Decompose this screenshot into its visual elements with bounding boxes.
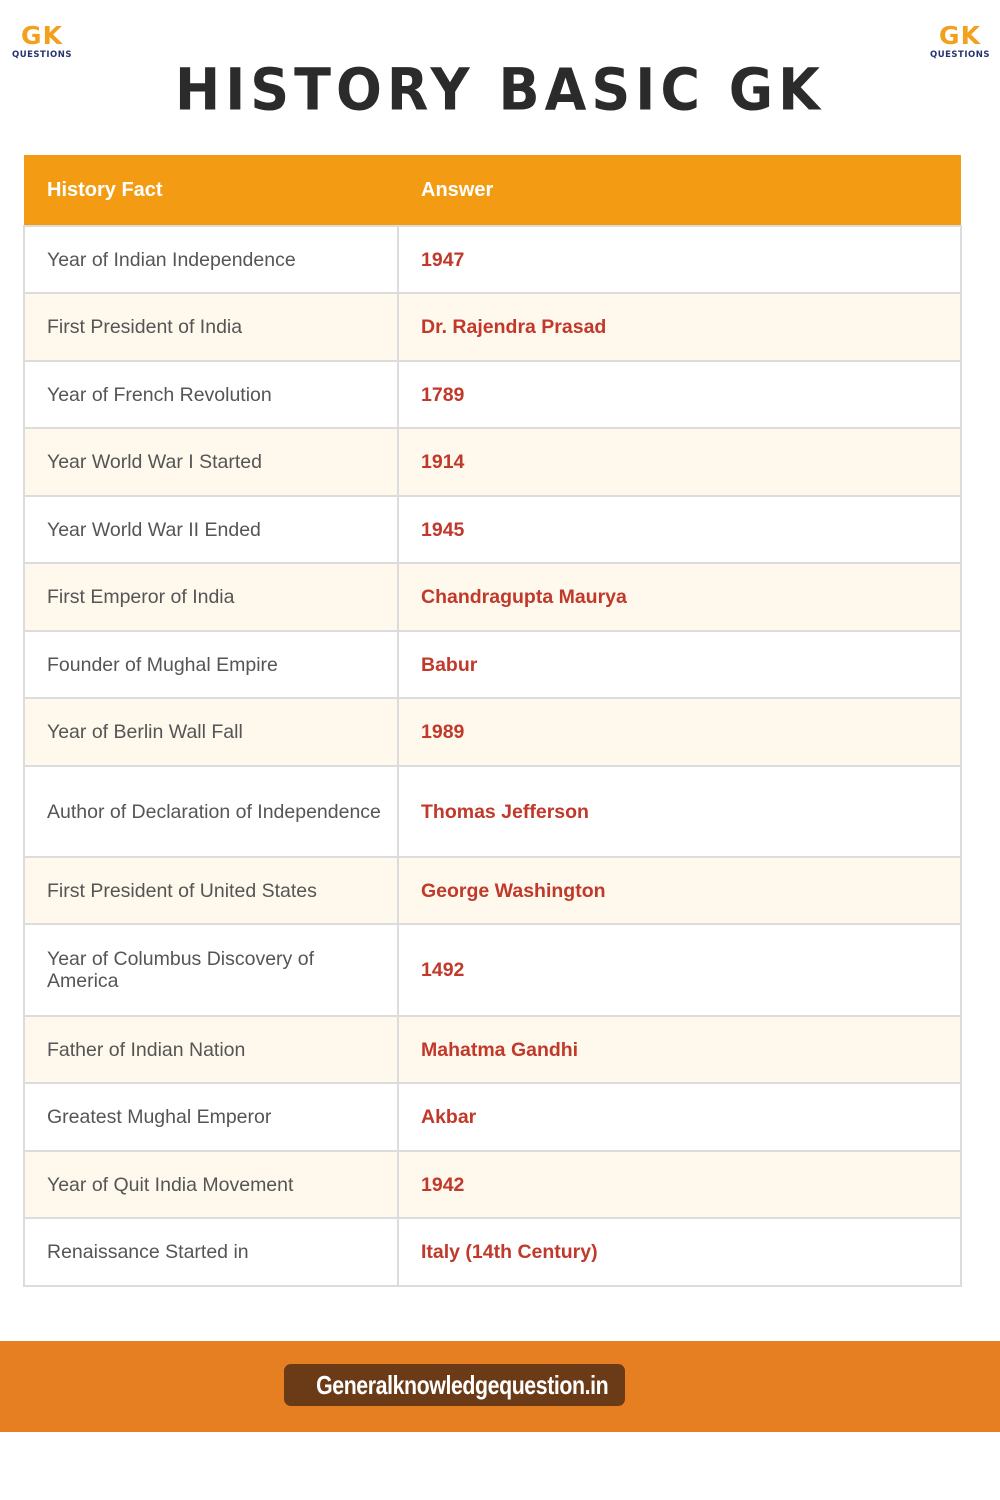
fact-cell: First Emperor of India bbox=[24, 563, 398, 631]
table-row bbox=[24, 226, 961, 293]
fact-cell: Year of Indian Independence bbox=[24, 226, 398, 293]
fact-cell: Renaissance Started in bbox=[24, 1218, 398, 1286]
fact-cell: Year of Columbus Discovery of America bbox=[24, 924, 398, 1016]
table-row bbox=[24, 361, 961, 428]
table-row bbox=[24, 631, 961, 698]
table-row bbox=[24, 293, 961, 361]
answer-cell: 1914 bbox=[398, 428, 961, 496]
table-row bbox=[24, 1151, 961, 1218]
logo-subtitle: QUESTIONS bbox=[12, 50, 72, 60]
fact-cell: Year of Quit India Movement bbox=[24, 1151, 398, 1218]
column-header-answer: Answer bbox=[398, 155, 961, 226]
answer-cell: 1947 bbox=[398, 226, 961, 293]
logo-mark: GK bbox=[21, 21, 63, 50]
answer-cell: George Washington bbox=[398, 857, 961, 924]
answer-cell: Mahatma Gandhi bbox=[398, 1016, 961, 1083]
answer-cell: 1945 bbox=[398, 496, 961, 563]
answer-cell: Chandragupta Maurya bbox=[398, 563, 961, 631]
history-facts-table bbox=[23, 155, 962, 1287]
fact-cell: First President of United States bbox=[24, 857, 398, 924]
answer-cell: Babur bbox=[398, 631, 961, 698]
answer-cell: 1942 bbox=[398, 1151, 961, 1218]
page-title: HISTORY BASIC GK bbox=[175, 55, 825, 124]
answer-cell: Italy (14th Century) bbox=[398, 1218, 961, 1286]
website-link[interactable] bbox=[284, 1364, 625, 1406]
table-row bbox=[24, 1016, 961, 1083]
fact-cell: Year of French Revolution bbox=[24, 361, 398, 428]
answer-cell: 1789 bbox=[398, 361, 961, 428]
table-row bbox=[24, 766, 961, 857]
column-header-fact: History Fact bbox=[24, 155, 398, 226]
table-row bbox=[24, 428, 961, 496]
answer-cell: Thomas Jefferson bbox=[398, 766, 961, 857]
answer-cell: 1989 bbox=[398, 698, 961, 766]
fact-cell: Year of Berlin Wall Fall bbox=[24, 698, 398, 766]
logo-mark: GK bbox=[939, 21, 981, 50]
table-row bbox=[24, 496, 961, 563]
fact-cell: Father of Indian Nation bbox=[24, 1016, 398, 1083]
fact-cell: First President of India bbox=[24, 293, 398, 361]
fact-cell: Founder of Mughal Empire bbox=[24, 631, 398, 698]
table-header-row bbox=[24, 155, 961, 226]
table-row bbox=[24, 857, 961, 924]
table-row bbox=[24, 563, 961, 631]
table-row bbox=[24, 924, 961, 1016]
table-row bbox=[24, 1083, 961, 1151]
logo-subtitle: QUESTIONS bbox=[930, 50, 990, 60]
answer-cell: Dr. Rajendra Prasad bbox=[398, 293, 961, 361]
table-row bbox=[24, 698, 961, 766]
answer-cell: Akbar bbox=[398, 1083, 961, 1151]
table-row bbox=[24, 1218, 961, 1286]
fact-cell: Author of Declaration of Independence bbox=[24, 766, 398, 857]
fact-cell: Year World War I Started bbox=[24, 428, 398, 496]
fact-cell: Greatest Mughal Emperor bbox=[24, 1083, 398, 1151]
website-label: Generalknowledgequestion.in bbox=[316, 1370, 609, 1400]
answer-cell: 1492 bbox=[398, 924, 961, 1016]
fact-cell: Year World War II Ended bbox=[24, 496, 398, 563]
